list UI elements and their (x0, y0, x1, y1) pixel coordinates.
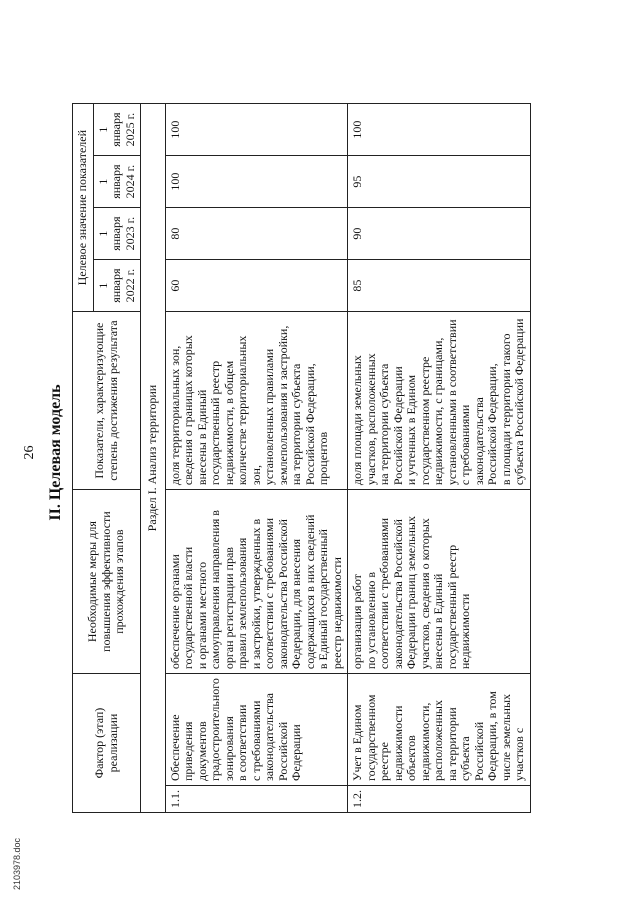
section-heading: Раздел I. Анализ территории (141, 104, 166, 813)
row-value-2023: 80 (165, 208, 348, 260)
row-measures: обеспечение органами государственной власти и органами местного самоуправления направления в орган регистрации прав правил землепользования и застройки, утвержденных в соответствии с требованиями законодательства Российской Федерации, для внесения содержащихся в них сведений в Единый государственный реестр недвижимости (165, 490, 348, 674)
page-number: 26 (22, 445, 37, 460)
row-value-2025: 100 (348, 104, 531, 156)
row-number: 1.1. (165, 786, 348, 813)
header-indicators: Показатели, характеризующие степень достижения результата (73, 312, 141, 490)
row-factor: Учет в Едином государственном реестре недвижимости объектов недвижимости, расположенных на территории субъекта Российской Федерации, в том числе земельных участков с (348, 674, 531, 786)
target-model-table (72, 103, 531, 813)
row-value-2024: 100 (165, 156, 348, 208)
row-value-2024: 95 (348, 156, 531, 208)
row-indicator: доля территориальных зон, сведения о границах которых внесены в Единый государственный реестр недвижимости, в общем количестве территориальных зон, установленных правилами землепользования и застройки, на территории субъекта Российской Федерации, процентов (165, 312, 348, 490)
row-number: 1.2. (348, 786, 531, 813)
header-year-2023: 1 января 2023 г. (93, 208, 141, 260)
row-indicator: доля площади земельных участков, расположенных на территории субъекта Российской Федерации и учтенных в Едином государственном реестре недвижимости, с границами, установленными в соответствии с требованиями законодательства Российской Федерации, в площади территории такого субъекта Российской Федерации (348, 312, 531, 490)
header-year-2022: 1 января 2022 г. (93, 260, 141, 312)
row-value-2022: 85 (348, 260, 531, 312)
table-row (348, 104, 531, 813)
row-measures: организация работ по установлению в соответствии с требованиями законодательства Российской Федерации границ земельных участков, сведения о которых внесены в Единый государственный реестр недвижимости (348, 490, 531, 674)
row-value-2025: 100 (165, 104, 348, 156)
header-factor: Фактор (этап) реализации (73, 674, 141, 813)
row-value-2022: 60 (165, 260, 348, 312)
footer-code: 2103978.doc (12, 837, 22, 890)
header-measures: Необходимые меры для повышения эффективности прохождения этапов (73, 490, 141, 674)
header-target-values: Целевое значение показателей (73, 104, 94, 312)
table-row (165, 104, 348, 813)
header-year-2025: 1 января 2025 г. (93, 104, 141, 156)
header-year-2024: 1 января 2024 г. (93, 156, 141, 208)
row-value-2023: 90 (348, 208, 531, 260)
section-title: II. Целевая модель (47, 384, 64, 521)
row-factor: Обеспечение приведения документов градостроительного зонирования в соответствии с требованиями законодательства Российской Федерации (165, 674, 348, 786)
